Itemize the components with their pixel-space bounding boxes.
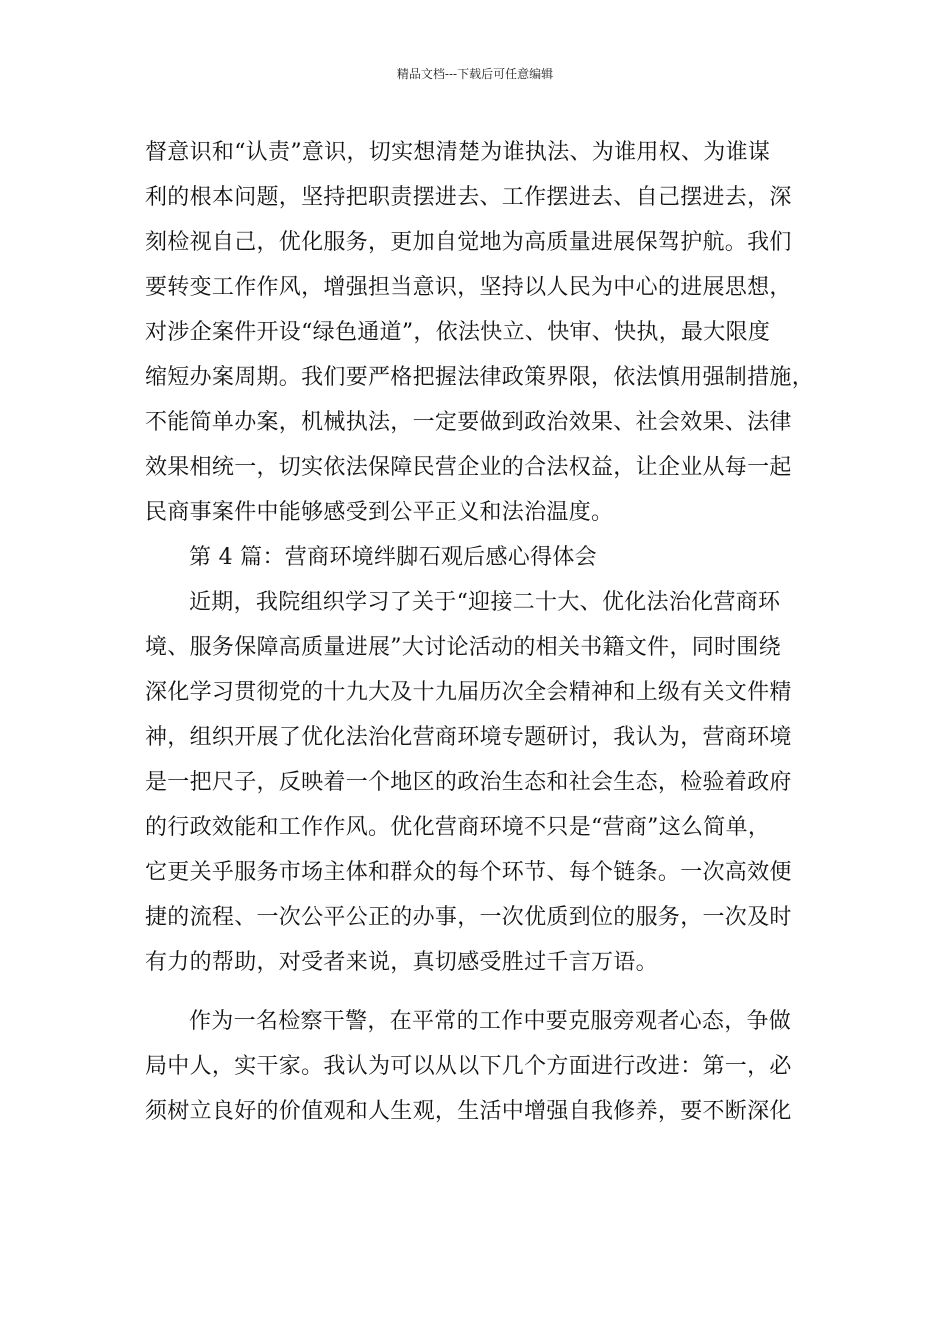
paragraph-spacer [145,985,825,999]
text-line: 刻检视自己，优化服务，更加自觉地为高质量进展保驾护航。我们 [145,230,792,255]
text-line: 不能简单办案，机械执法，一定要做到政治效果、社会效果、法律 [145,410,792,435]
text-line: 须树立良好的价值观和人生观，生活中增强自我修养，要不断深化 [145,1099,792,1124]
text-line: 捷的流程、一次公平公正的办事，一次优质到位的服务，一次及时 [145,905,792,930]
text-line: 境、服务保障高质量进展”大讨论活动的相关书籍文件，同时围绕 [145,635,781,660]
paragraph [145,999,825,1134]
document-body [145,130,825,1134]
section-heading: 第 4 篇：营商环境绊脚石观后感心得体会 [189,545,597,570]
text-line: 利的根本问题，坚持把职责摆进去、工作摆进去、自己摆进去，深 [145,185,792,210]
text-line: 它更关乎服务市场主体和群众的每个环节、每个链条。一次高效便 [145,860,792,885]
text-line: 有力的帮助，对受者来说，真切感受胜过千言万语。 [145,950,658,975]
text-line: 督意识和“认责”意识，切实想清楚为谁执法、为谁用权、为谁谋 [145,140,771,165]
text-line: 对涉企案件开设“绿色通道”，依法快立、快审、快执，最大限度 [145,320,771,345]
text-line: 深化学习贯彻党的十九大及十九届历次全会精神和上级有关文件精 [145,680,792,705]
text-line: 是一把尺子，反映着一个地区的政治生态和社会生态，检验着政府 [145,770,792,795]
text-line: 民商事案件中能够感受到公平正义和法治温度。 [145,500,614,525]
text-line: 作为一名检察干警，在平常的工作中要克服旁观者心态，争做 [189,1009,792,1034]
paragraph [145,130,825,535]
text-line: 效果相统一，切实依法保障民营企业的合法权益，让企业从每一起 [145,455,792,480]
page-header: 精品文档---下载后可任意编辑 [396,67,554,81]
text-line: 局中人，实干家。我认为可以从以下几个方面进行改进：第一，必 [145,1054,792,1079]
text-line: 神，组织开展了优化法治化营商环境专题研讨，我认为，营商环境 [145,725,792,750]
text-line: 近期，我院组织学习了关于“迎接二十大、优化法治化营商环 [189,590,781,615]
text-line: 的行政效能和工作作风。优化营商环境不只是“营商”这么简单， [145,815,771,840]
paragraph [145,580,825,985]
text-line: 要转变工作作风，增强担当意识，坚持以人民为中心的进展思想， [145,275,792,300]
text-line: 缩短办案周期。我们要严格把握法律政策界限，依法慎用强制措施， [145,365,815,390]
